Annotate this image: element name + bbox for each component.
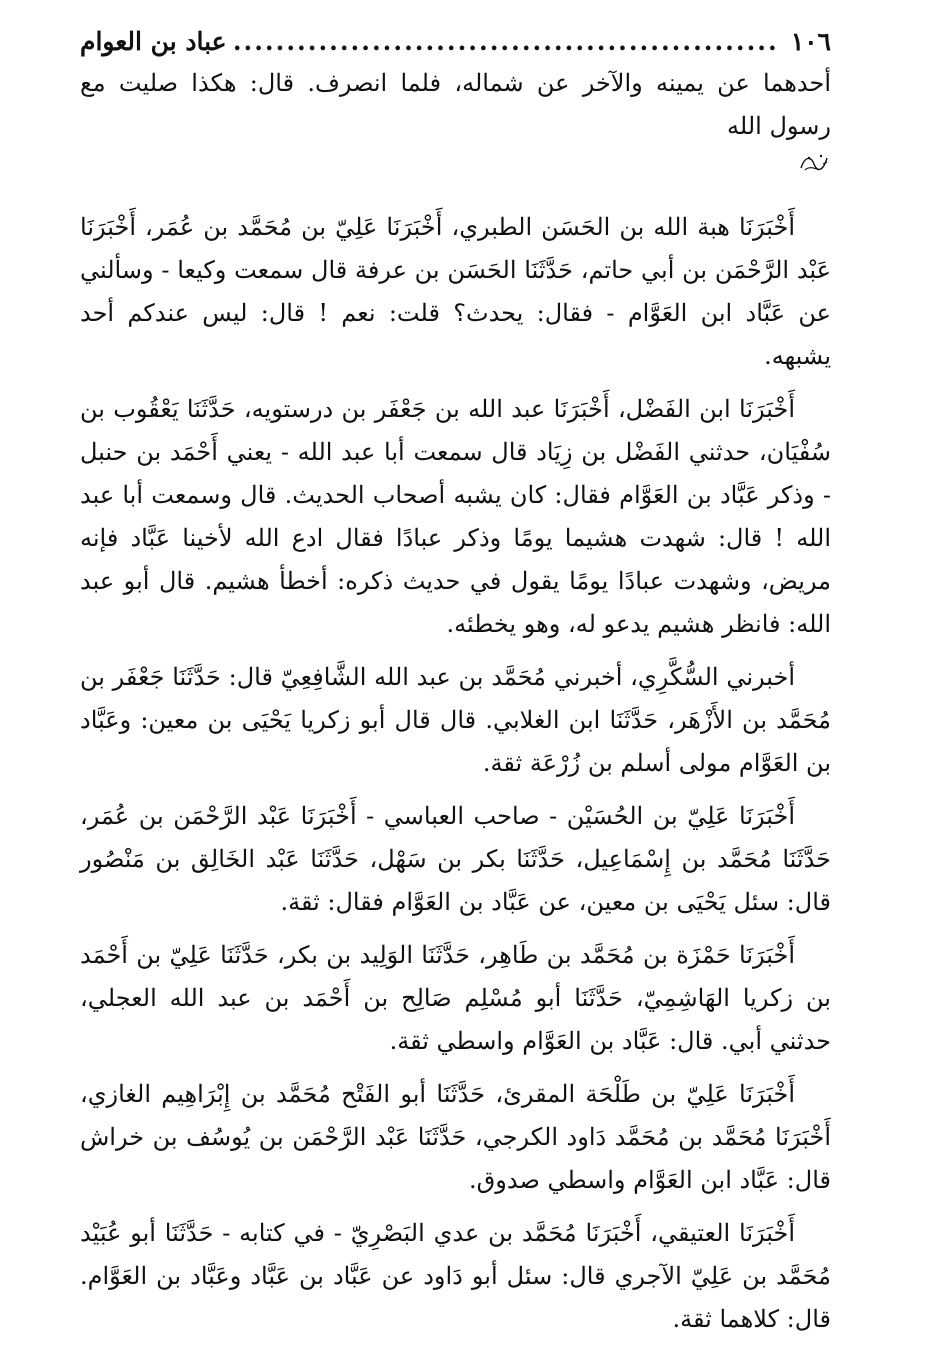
paragraph-text: أحدهما عن يمينه والآخر عن شماله، فلما انصرف. قال: هكذا صليت مع رسول الله [80,69,831,140]
running-title: عباد بن العوام [80,27,227,56]
paragraph-continuation [80,62,831,192]
narration-paragraph-1: أَخْبَرَنَا هبة الله بن الحَسَن الطبري، أَخْبَرَنَا عَلِيّ بن مُحَمَّد بن عُمَر، أَخْبَرَنَا عَبْد الرَّحْمَن بن أبي حاتم، حَدَّثَنَا الحَسَن بن عرفة قال سمعت وكيعا - وسألني عن عَبَّاد ابن العَوَّام - فقال: يحدث؟ قلت: نعم ! قال: ليس عندكم أحد يشبهه. [80,213,832,370]
header-leader-dots [233,22,779,62]
page-body [80,62,831,1341]
narration-paragraph-4: أَخْبَرَنَا عَلِيّ بن الحُسَيْن - صاحب العباسي - أَخْبَرَنَا عَبْد الرَّحْمَن بن عُمَر، حَدَّثَنَا مُحَمَّد بن إِسْمَاعِيل، حَدَّثَنَا بكر بن سَهْل، حَدَّثَنَا عَبْد الخَالِق بن مَنْصُور قال: سئل يَحْيَى بن معين، عن عَبَّاد بن العَوَّام فقال: ثقة. [80,802,831,916]
narration-paragraph-2: أَخْبَرَنَا ابن الفَضْل، أَخْبَرَنَا عبد الله بن جَعْفَر بن درستويه، حَدَّثَنَا يَعْقُوب بن سُفْيَان، حدثني الفَضْل بن زِيَاد قال سمعت أبا عبد الله - يعني أَحْمَد بن حنبل - وذكر عَبَّاد بن العَوَّام فقال: كان يشبه أصحاب الحديث. قال وسمعت أبا عبد الله ! قال: شهدت هشيما يومًا وذكر عبادًا فقال ادع الله لأخينا عَبَّاد فإنه مريض، وشهدت عبادًا يومًا يقول في حديث ذكره: أخطأ هشيم. قال أبو عبد الله: فانظر هشيم يدعو له، وهو يخطئه. [80,395,831,638]
narration-paragraph-6: أَخْبَرَنَا عَلِيّ بن طَلْحَة المقرئ، حَدَّثَنَا أبو الفَتْح مُحَمَّد بن إِبْرَاهِيم الغازي، أَخْبَرَنَا مُحَمَّد بن مُحَمَّد دَاود الكرجي، حَدَّثَنَا عَبْد الرَّحْمَن بن يُوسُف بن خراش قال: عَبَّاد ابن العَوَّام واسطي صدوق. [80,1080,831,1194]
page-number: ١٠٦ [790,27,831,56]
narration-paragraph-7: أَخْبَرَنَا العتيقي، أَخْبَرَنَا مُحَمَّد بن عدي البَصْرِيّ - في كتابه - حَدَّثَنَا أبو عُبَيْد مُحَمَّد بن عَلِيّ الآجري قال: سئل أبو دَاود عن عَبَّاد بن عَبَّاد وعَبَّاد بن العَوَّام. قال: كلاهما ثقة. [80,1219,832,1333]
narration-paragraph-5: أَخْبَرَنَا حَمْزَة بن مُحَمَّد بن طَاهِر، حَدَّثَنَا الوَلِيد بن بكر، حَدَّثَنَا عَلِيّ بن أَحْمَد بن زكريا الهَاشِمِيّ، حَدَّثَنَا أبو مُسْلِم صَالِح بن أَحْمَد بن عبد الله العجلي، حدثني أبي. قال: عَبَّاد بن العَوَّام واسطي ثقة. [80,941,831,1055]
running-header [80,22,831,62]
narration-paragraph-3: أخبرني السُّكَّرِي، أخبرني مُحَمَّد بن عبد الله الشَّافِعِيّ قال: حَدَّثَنَا جَعْفَر بن مُحَمَّد بن الأَزْهَر، حَدَّثَنَا ابن الغلابي. قال قال أبو زكريا يَحْيَى بن معين: وعَبَّاد بن العَوَّام مولى أسلم بن زُرْعَة ثقة. [80,663,831,777]
salla-allahu-alayhi-wa-sallam-icon [797,149,831,192]
